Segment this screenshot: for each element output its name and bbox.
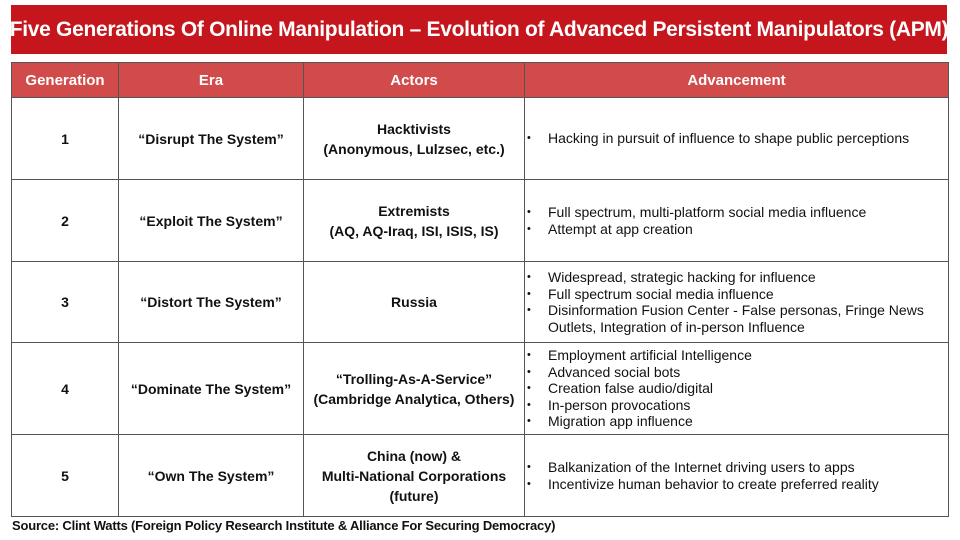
generation-cell: 4	[12, 343, 119, 435]
list-item: • Hacking in pursuit of influence to shape public perceptions	[525, 130, 948, 147]
list-item: • Migration app influence	[525, 413, 948, 430]
advancement-cell	[525, 262, 949, 343]
table-row	[12, 435, 949, 517]
list-item: • Widespread, strategic hacking for influence	[525, 269, 948, 286]
table-row	[12, 98, 949, 180]
era-cell: “Own The System”	[119, 435, 304, 517]
header-era: Era	[119, 63, 304, 98]
actors-cell	[304, 180, 525, 262]
actors-line: Hacktivists	[377, 120, 451, 137]
era-cell: “Exploit The System”	[119, 180, 304, 262]
header-generation: Generation	[12, 63, 119, 98]
era-cell: “Disrupt The System”	[119, 98, 304, 180]
list-item: • In-person provocations	[525, 397, 948, 414]
actors-line: Russia	[391, 294, 437, 310]
list-item: • Incentivize human behavior to create preferred reality	[525, 476, 948, 493]
list-item: • Balkanization of the Internet driving users to apps	[525, 459, 948, 476]
source-caption: Source: Clint Watts (Foreign Policy Research Institute & Alliance For Securing Democracy)	[12, 518, 556, 533]
list-item: • Full spectrum social media influence	[525, 286, 948, 303]
table-row	[12, 180, 949, 262]
header-actors: Actors	[304, 63, 525, 98]
actors-cell	[304, 98, 525, 180]
generations-table	[11, 62, 949, 517]
generation-cell: 3	[12, 262, 119, 343]
list-item: • Employment artificial Intelligence	[525, 347, 948, 364]
list-item: • Attempt at app creation	[525, 221, 948, 238]
list-item: • Full spectrum, multi-platform social media influence	[525, 204, 948, 221]
era-cell: “Dominate The System”	[119, 343, 304, 435]
generation-cell: 2	[12, 180, 119, 262]
list-item: • Advanced social bots	[525, 364, 948, 381]
actors-cell	[304, 343, 525, 435]
advancement-cell	[525, 435, 949, 517]
actors-line: (future)	[389, 487, 439, 504]
header-advancement: Advancement	[525, 63, 949, 98]
page-title: Five Generations Of Online Manipulation – Evolution of Advanced Persistent Manipulators (APM)	[11, 5, 947, 54]
list-item: • Creation false audio/digital	[525, 380, 948, 397]
actors-line: (AQ, AQ-Iraq, ISI, ISIS, IS)	[329, 222, 499, 239]
list-item: • Disinformation Fusion Center - False personas, Fringe News Outlets, Integration of in-person Influence	[525, 302, 948, 335]
advancement-cell	[525, 180, 949, 262]
advancement-cell	[525, 343, 949, 435]
advancement-cell	[525, 98, 949, 180]
generation-cell: 1	[12, 98, 119, 180]
era-cell: “Distort The System”	[119, 262, 304, 343]
actors-line: Multi-National Corporations	[321, 467, 507, 484]
table-header-row	[12, 63, 949, 98]
actors-line: China (now) &	[366, 447, 462, 464]
actors-cell	[304, 262, 525, 343]
actors-line: Extremists	[378, 202, 450, 219]
actors-line: “Trolling-As-A-Service”	[335, 370, 493, 387]
generation-cell: 5	[12, 435, 119, 517]
actors-line: (Cambridge Analytica, Others)	[313, 390, 515, 407]
table-row	[12, 262, 949, 343]
table-row	[12, 343, 949, 435]
actors-line: (Anonymous, Lulzsec, etc.)	[323, 140, 505, 157]
actors-cell	[304, 435, 525, 517]
